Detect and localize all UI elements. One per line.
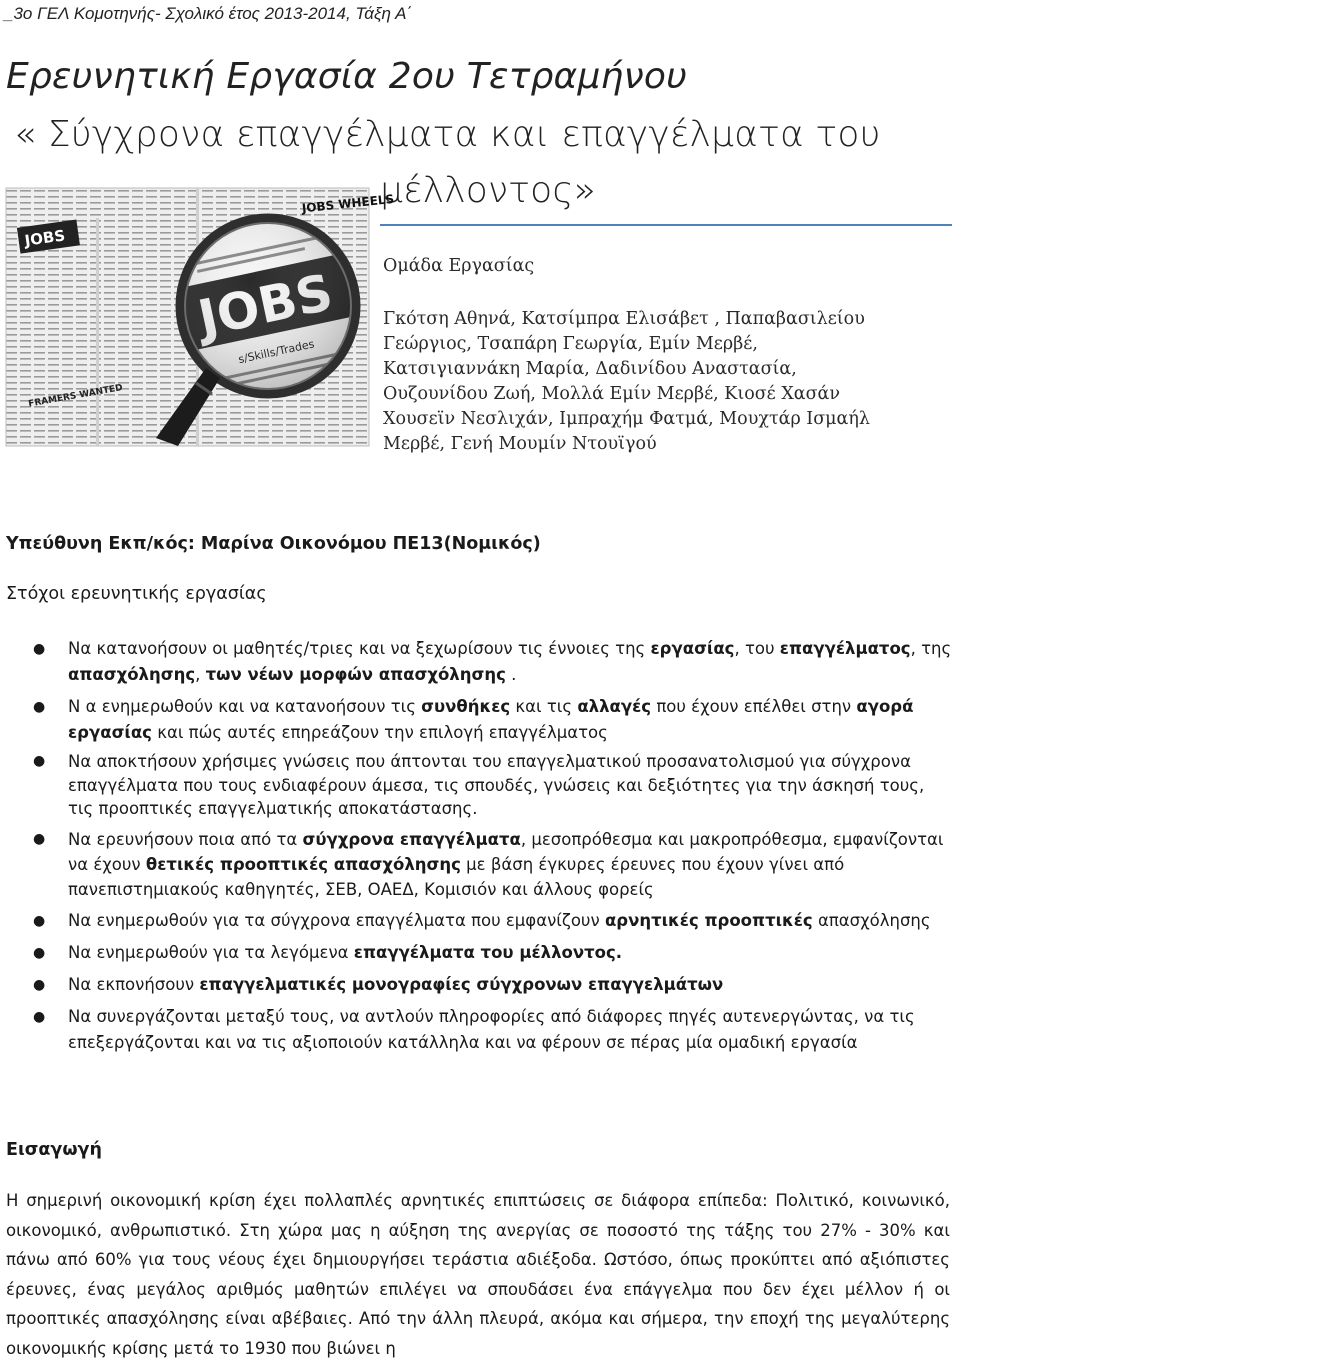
- team-members-line: Γεώργιος, Τσαπάρη Γεωργία, Εμίν Μερβέ,: [383, 334, 758, 354]
- bullet-icon: ●: [33, 699, 46, 715]
- title-underline: [380, 224, 952, 226]
- goal-item: ● Να συνεργάζονται μεταξύ τους, να αντλούν πληροφορίες από διάφορες πηγές αυτενεργώντας, να τις επεξεργάζονται και να τις αξιοποιούν κατάλληλα και να φέρουν σε πέρας μία ομαδική εργασία: [0, 1004, 952, 1056]
- team-members-line: Κατσιγιαννάκη Μαρία, Δαδινίδου Αναστασία,: [383, 359, 797, 379]
- goals-list: [0, 636, 952, 1056]
- photo-wheels-text: JOBS WHEELS: [301, 191, 395, 216]
- team-heading: Ομάδα Εργασίας: [383, 256, 535, 276]
- intro-heading: Εισαγωγή: [6, 1140, 102, 1160]
- responsible-teacher: Υπεύθυνη Εκπ/κός: Μαρίνα Οικονόμου ΠΕ13(Νομικός): [6, 534, 541, 554]
- document-header: _3ο ΓΕΛ Κομοτηνής- Σχολικό έτος 2013-2014, Τάξη Α΄: [4, 4, 413, 23]
- team-members-line: Χουσεϊν Νεσλιχάν, Ιμπραχήμ Φατμά, Μουχτάρ Ισμαήλ: [383, 409, 870, 429]
- goal-item: ● Να ενημερωθούν για τα σύγχρονα επαγγέλματα που εμφανίζουν αρνητικές προοπτικές απασχόλησης: [0, 908, 952, 934]
- bullet-icon: ●: [33, 1008, 46, 1025]
- goal-item: ● Να κατανοήσουν οι μαθητές/τριες και να ξεχωρίσουν τις έννοιες της εργασίας, του επαγγέλματος, της απασχόλησης, των νέων μορφών απασχόλησης .: [0, 636, 952, 688]
- title-line-1: Ερευνητική Εργασία 2ου Τετραμήνου: [6, 56, 688, 97]
- bullet-icon: ●: [33, 641, 46, 657]
- photo-framers-text: FRAMERS WANTED: [27, 383, 124, 410]
- photo-jobs-small: JOBS: [23, 226, 67, 250]
- goal-item: ● Ν α ενημερωθούν και να κατανοήσουν τις συνθήκες και τις αλλαγές που έχουν επέλθει στην αγορά εργασίας και πώς αυτές επηρεάζουν την επιλογή επαγγέλματος: [0, 694, 952, 746]
- team-block: [383, 254, 953, 457]
- intro-paragraph: Η σημερινή οικονομική κρίση έχει πολλαπλές αρνητικές επιπτώσεις σε διάφορα επίπεδα: Πολιτικό, κοινωνικό, οικονομικό, ανθρωπιστικό. Στη χώρα μας η αύξηση της ανεργίας σε ποσοστό της τάξης του 27% - 30% και πάνω από 60% για τους νέους έχει δημιουργήσει τεράστια αδιέξοδα. Ωστόσο, όπως προκύπτει από αξιόπιστες έρευνες, ένας μεγάλος αριθμός μαθητών επιλέγει να σπουδάσει ένα επάγγελμα που δεν έχει μέλλον ή οι προοπτικές απασχόλησης είναι αβέβαιες. Από την άλλη πλευρά, ακόμα και σήμερα, την εποχή της μεγαλύτερης οικονομικής κρίσης μετά το 1930 που βιώνει η: [6, 1191, 950, 1358]
- bullet-icon: ●: [33, 830, 46, 847]
- goal-item: ● Να αποκτήσουν χρήσιμες γνώσεις που άπτονται του επαγγελματικού προσανατολισμού για σύγχρονα επαγγέλματα που τους ενδιαφέρουν άμεσα, τις σπουδές, γνώσεις και δεξιότητες για την άσκησή τους, τις προοπτικές επαγγελματικής αποκατάστασης.: [33, 752, 925, 818]
- goal-item: ● Να ενημερωθούν για τα λεγόμενα επαγγέλματα του μέλλοντος.: [0, 940, 952, 966]
- team-members-line: Ουζουνίδου Ζωή, Μολλά Εμίν Μερβέ, Κιοσέ Χασάν: [383, 384, 840, 404]
- title-line-2: « Σύγχρονα επαγγέλματα και επαγγέλματα του: [14, 114, 881, 155]
- bullet-icon: ●: [33, 753, 46, 769]
- team-members-line: Μερβέ, Γενή Μουμίν Ντουϊγού: [383, 434, 657, 454]
- bullet-icon: ●: [33, 944, 46, 961]
- bullet-icon: ●: [33, 976, 46, 993]
- jobs-newspaper-magnifier-image: [6, 188, 395, 446]
- goal-item: ● Να ερευνήσουν ποια από τα σύγχρονα επαγγέλματα, μεσοπρόθεσμα και μακροπρόθεσμα, εμφανίζονται να έχουν θετικές προοπτικές απασχόλησης με βάση έγκυρες έρευνες που έχουν γίνει από πανεπιστημιακούς καθηγητές, ΣΕΒ, ΟΑΕΔ, Κομισιόν και άλλους φορείς: [0, 827, 952, 902]
- goals-heading: Στόχοι ερευνητικής εργασίας: [6, 584, 267, 604]
- team-members-line: Γκότση Αθηνά, Κατσίμπρα Ελισάβετ , Παπαβασιλείου: [383, 309, 865, 329]
- title-line-3: μέλλοντος»: [380, 170, 596, 211]
- goal-item: ● Να εκπονήσουν επαγγελματικές μονογραφίες σύγχρονων επαγγελμάτων: [0, 972, 952, 998]
- bullet-icon: ●: [33, 912, 46, 929]
